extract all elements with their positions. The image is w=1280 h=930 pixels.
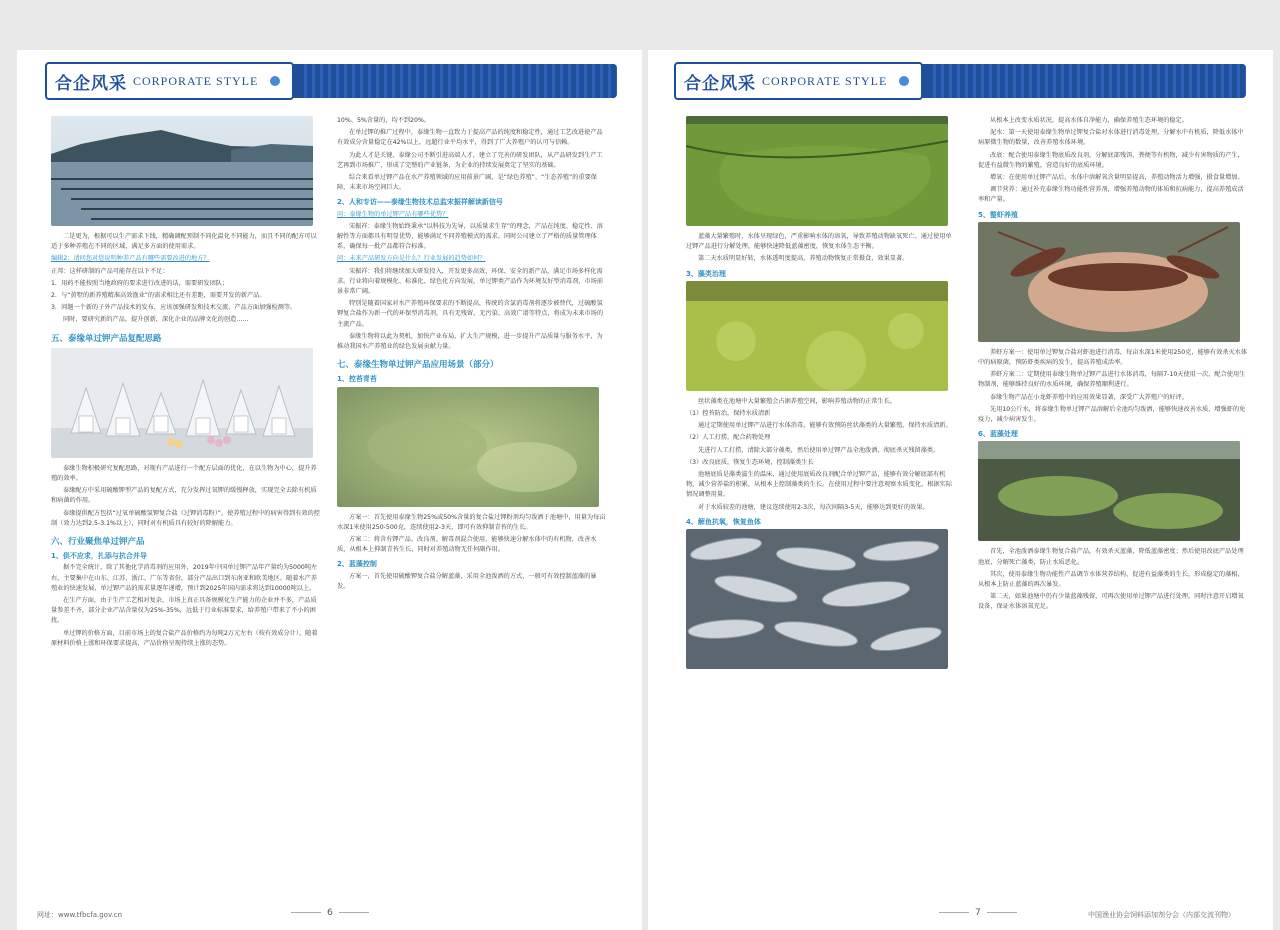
left-column-1 [51, 116, 321, 651]
paragraph: 首先，全池泼洒泰缘生物复合盐产品，有效杀灭蓝藻，降低蓝藻密度；然后使用改底产品处理池底，分解死亡藻类，防止水质恶化。 [978, 548, 1244, 566]
paragraph: 方案一，首先使用硫酸钾复合盐分解蓝藻，采用全池泼洒的方式，一般可有效控制蓝藻的暴发。 [337, 572, 597, 590]
answer: 正邦：这样研制的产品可能存在以下不足： [51, 267, 169, 275]
left-page [17, 50, 642, 930]
right-column-1 [686, 116, 956, 675]
header-banner [47, 64, 617, 98]
paragraph: 泰缘提供配方包括“过氧单硫酸氢钾复合盐（过钾消毒粉）”，使养殖过程中的病害得到有效的控制（效力达到2.5-3.1%以上），同时对有机质具有较好的降解能力。 [51, 509, 320, 527]
paragraph: 池塘底质是藻类滋生的温床，通过使用底质改良剂配合单过钾产品，能够有效分解底部有机物，减少营养盐的积累，从根本上控制藻类的生长。在使用过程中要注意观察水质变化，根据实际情况调整用量。 [686, 471, 953, 499]
product-jars-photo [51, 348, 313, 458]
paragraph: 二是更为，根据可以生产需求下线，精确调配预制不同化温化不同能力，而且不同的配方可以适于多种养殖在不同的区域，满足多方面的使用需求。 [51, 233, 317, 251]
paragraph: 丝状藻类在池塘中大量繁殖会占据养殖空间，影响养殖动物的正常生长。 [698, 397, 896, 405]
crayfish-photo [978, 222, 1240, 342]
paragraph: 同时，要研究新的产品，提升创新，深化企业的品牌文化的创造…… [63, 316, 249, 324]
answer-point: 1．用药不能按照当地政府的要求进行改进的话，需要研发团队； [51, 279, 229, 287]
paragraph: 对于水质较差的池塘，建议连续使用2-3次，每次间隔3-5天，能够达到更好的效果。 [698, 503, 929, 511]
answer-point: 3．问题一个新的子外产品技术的发布，应该加强研发和技术交流，产品方面加强检测等。 [51, 304, 297, 312]
subsection-title: 2、蓝藻控制 [337, 560, 377, 569]
right-page [648, 50, 1273, 930]
paragraph: 调节营养：通过补充泰缘生物功能性营养剂，增强养殖动物的体质和抗病能力，提高养殖成活率和产量。 [978, 186, 1244, 204]
paragraph: 泰缘生物积极研究复配思路，对现有产品进行一个配方层面的优化，在以生物为中心，提升养殖的效率。 [51, 464, 317, 483]
paragraph: 方案二：将含有钾产品、改良剂、解毒剂混合使用，能够快速分解水体中的有机物，改善水质，从根本上抑制青苔生长，同时对养殖动物无任何副作用。 [337, 536, 597, 554]
header-logo [674, 62, 923, 100]
circle-icon [895, 72, 913, 90]
plan-title: （2）人工打捞，配合药物处理 [686, 434, 771, 442]
paragraph: 10%、5%含量的，均不到20%。 [337, 117, 431, 124]
paragraph: 据不完全统计，除了其他化学消毒剂的应用外，2019年中国单过钾产品年产量约为5000吨左右，主要集中在山东、江苏、浙江、广东等省份，部分产品出口到东南亚和欧美地区。随着水产养殖业的快速发展，单过钾产品的需求量逐年递增，预计到2025年国内需求将达到10000吨以上。 [51, 564, 318, 592]
header-cn-title: 合企风采 [684, 73, 756, 94]
answer-point: 2．与“黄墅的新养殖精准高效渔业”的需求相比还有差距，需要开发的新产品。 [51, 292, 266, 300]
footer-website: 网址：www.tfbcfa.gov.cn [37, 911, 123, 919]
plan-title: （3）改良底质，恢复生态环境，控制藻类生长 [686, 458, 814, 466]
algae-bloom-pond-photo [978, 441, 1240, 541]
page-number: 6 [285, 908, 375, 918]
plan-title: （1）控苔防治，保持水质清新 [686, 410, 771, 418]
paragraph: 综合来看单过钾产品在水产养殖领域的应用前景广阔，是“绿色养殖”、“生态养殖”的重要保障，未来市场空间巨大。 [337, 174, 597, 192]
header-banner [676, 64, 1246, 98]
question: 问：未来产品研发方向是什么？行业发展的趋势如何？ [337, 255, 486, 263]
paragraph: 蓝藻大量繁殖时，水体呈现绿色，严重影响水体的溶氧，导致养殖动物缺氧死亡。通过使用单过钾产品进行分解处理，能够快速降低蓝藻密度，恢复水体生态平衡。 [686, 233, 952, 251]
header-stripes [933, 64, 1246, 98]
question: 问：泰缘生物的单过钾产品有哪些优势？ [337, 210, 449, 218]
header-en-title: CORPORATE STYLE [133, 73, 259, 88]
header-cn-title: 合企风采 [55, 73, 127, 94]
paragraph: 为此人才是关键，泰缘公司不断引进高端人才，建立了完善的研发团队，从产品研发到生产工艺再到市场推广，形成了完整的产业链条，为企业的持续发展奠定了坚实的基础。 [337, 151, 603, 169]
left-column-2 [337, 116, 607, 594]
paragraph: 通过定期使用单过钾产品进行水体消毒，能够有效预防丝状藻类的大量繁殖，保持水质清新。 [698, 422, 952, 430]
header-en-title: CORPORATE STYLE [762, 73, 888, 88]
paragraph: 先进行人工打捞，清除大部分藻类，然后使用单过钾产品全池泼洒，彻底杀灭残留藻类。 [698, 446, 940, 454]
subsection-title: 1、供不应求，扎添与抗合并导 [51, 552, 147, 561]
paragraph: 第二天水质明显好转，水体透明度提高，养殖动物恢复正常摄食，效果显著。 [698, 255, 909, 263]
header-logo [45, 62, 294, 100]
question: 编辑2：请问您对您说明种养产品有哪些需要改进的地方？ [51, 255, 210, 263]
paragraph: 其次，使用泰缘生物功能性产品调节水体营养结构，促进有益藻类的生长，形成稳定的藻相，从根本上防止蓝藻的再次暴发。 [978, 570, 1244, 589]
section-title: 六、行业聚焦单过钾产品 [51, 537, 145, 548]
paragraph: 第二天，如果池塘中仍有少量蓝藻残留，可再次使用单过钾产品进行处理，同时注意开启增氧设备，保证水体溶氧充足。 [978, 593, 1244, 611]
paragraph: 从根本上改变水质状况，提高水体自净能力，确保养殖生态环境的稳定。 [990, 117, 1188, 124]
green-algae-pond-photo [337, 387, 599, 507]
subsection-title: 5、螯虾养殖 [978, 210, 1018, 219]
section-title: 五、泰缘单过钾产品复配思路 [51, 333, 162, 344]
paragraph: 泥水：第一天使用泰缘生物单过钾复合盐对水体进行消毒处理，分解水中有机质，降低水体中病原微生物的数量，改善养殖水体环境。 [978, 129, 1244, 147]
paragraph: 先用10公斤水，将泰缘生物单过钾产品溶解后全池均匀泼洒，能够快速改善水质，增强虾的免疫力，减少病害发生。 [978, 405, 1246, 424]
header-stripes [304, 64, 617, 98]
page-number: 7 [933, 908, 1023, 918]
paragraph: 方案一：首先使用泰缘生物25%或50%含量的复合盐过钾粉剂均匀泼洒于池塘中，用量为每亩水深1米使用250-500克，连续使用2-3天，即可有效抑制青苔的生长。 [337, 513, 606, 531]
blue-algae-lake-photo [686, 116, 948, 226]
subsection-title: 2、人和专访——泰缘生物技术总监宋振祥解读新信号 [337, 198, 503, 207]
paragraph: 养虾方案一：使用单过钾复合盐对虾池进行消毒，每亩水深1米使用250克，能够有效杀灭水体中的病原菌，预防虾类疾病的发生，提高养殖成活率。 [978, 348, 1248, 367]
paragraph: 泰缘生物将以此为契机，加快产业布局，扩大生产规模，进一步提升产品质量与服务水平，为推动我国水产养殖业的绿色发展贡献力量。 [337, 332, 603, 351]
answer: 宋振祥：我们将继续加大研发投入，开发更多高效、环保、安全的新产品，满足市场多样化需求。行业将向着规模化、标准化、绿色化方向发展，单过钾类产品作为环境友好型消毒剂，市场前景非常广阔。 [337, 267, 604, 296]
paragraph: 特别是随着国家对水产养殖环保要求的不断提高，传统的含氯消毒剂将逐步被替代，过硫酸氢钾复合盐作为新一代的环保型消毒剂，具有无残留、无污染、高效广谱等特点，将成为未来市场的主流产品。 [337, 300, 604, 328]
paragraph: 养虾方案二：定期使用泰缘生物单过钾产品进行水体消毒，每隔7-10天使用一次，配合使用生物制剂，能够维持良好的水质环境，确保养殖顺利进行。 [978, 371, 1246, 389]
duckweed-pond-photo [686, 281, 948, 391]
paragraph: 在生产方面，由于生产工艺相对复杂，市场上真正具备规模化生产能力的企业并不多，产品质量参差不齐，部分企业产品含量仅为25%-35%，远低于行业标准要求，给养殖户带来了不小的困扰。 [51, 597, 317, 625]
footer-publication: 中国渔业协会饲料添加剂分会（内部交流刊物） [1088, 911, 1235, 919]
circle-icon [266, 72, 284, 90]
paragraph: 单过钾的价格方面，目前市场上的复合盐产品价格约为每吨2万元左右（按有效成分计），随着原材料价格上涨和环保要求提高，产品价格呈现持续上涨的态势。 [51, 629, 318, 647]
paragraph: 在单过钾的推广过程中，泰缘生物一直致力于提高产品的纯度和稳定性，通过工艺改进使产品有效成分含量稳定在42%以上，远超行业平均水平，得到了广大养殖户的认可与信赖。 [337, 129, 603, 147]
subsection-title: 6、蓝藻处理 [978, 430, 1018, 439]
paragraph: 改底：配合使用泰缘生物底质改良剂，分解底部残饵、粪便等有机物，减少有害物质的产生，促进有益微生物的繁殖，营造良好的底质环境。 [978, 151, 1244, 169]
bay-aquaculture-photo [51, 116, 313, 226]
paragraph: 泰缘生物产品在小龙虾养殖中的应用效果显著，深受广大养殖户的好评。 [990, 393, 1188, 401]
subsection-title: 3、藻类治理 [686, 269, 726, 278]
paragraph: 泰缘配方中采用硫酸钾型产品的复配方式，充分发挥过氧钾的缓慢释放，实现完全去除有机质和病菌的作用。 [51, 487, 317, 505]
right-column-2 [978, 116, 1248, 615]
answer: 宋振祥：泰缘生物始终秉承“以科技为先导，以质量求生存”的理念，产品在纯度、稳定性、溶解性等方面都具有明显优势，能够满足不同养殖模式的需求。同时公司建立了严格的质量管理体系，确保每一批产品都符合标准。 [337, 222, 603, 251]
section-title: 七、泰缘生物单过钾产品应用场景（部分） [337, 360, 499, 371]
subsection-title: 1、控苔青苔 [337, 375, 377, 384]
dead-fish-photo [686, 529, 948, 669]
subsection-title: 4、解鱼抗氧，恢复鱼体 [686, 517, 761, 526]
paragraph: 增氧：在使用单过钾产品后，水体中溶解氧含量明显提高，养殖动物活力增强，摄食量增加。 [990, 174, 1244, 182]
